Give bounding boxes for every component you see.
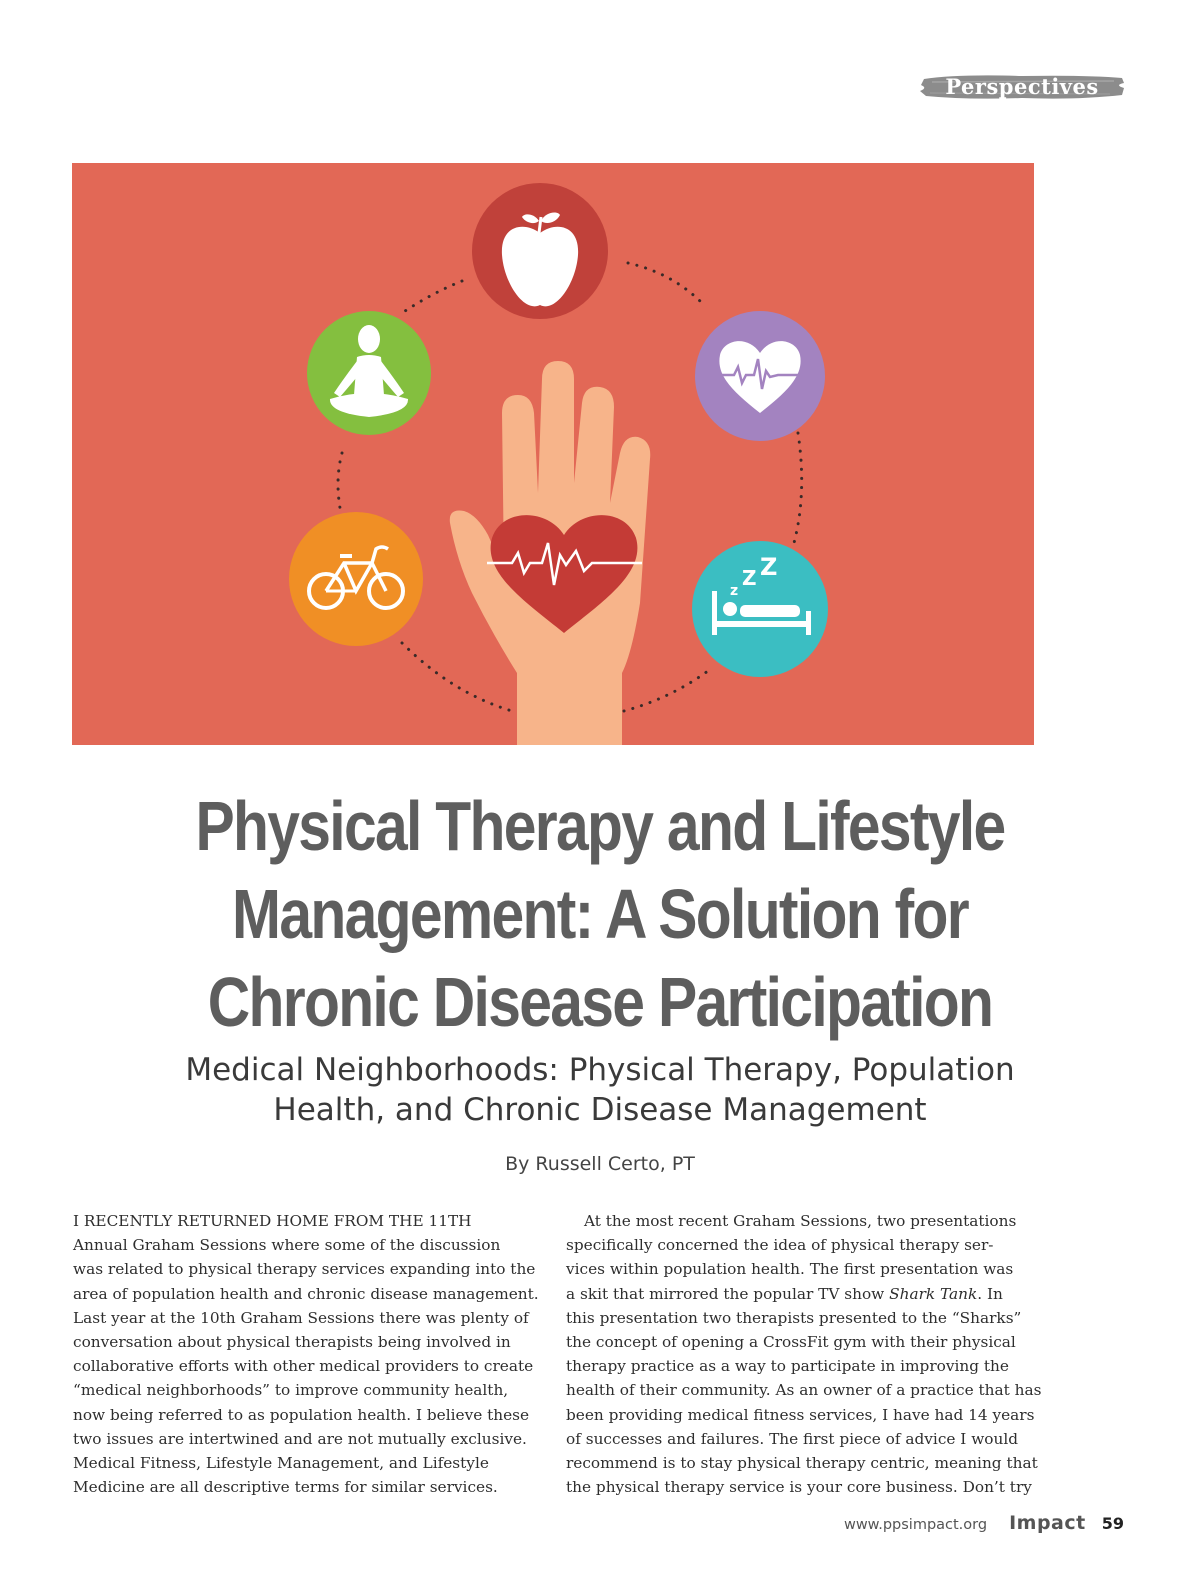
bicycle-icon: [289, 512, 423, 646]
body-column-left: [73, 1209, 545, 1499]
svg-text:Z: Z: [760, 553, 778, 581]
body-line: conversation about physical therapists being involved in: [73, 1333, 511, 1352]
svg-text:z: z: [730, 583, 739, 599]
subtitle-line-1: Medical Neighborhoods: Physical Therapy, Population: [185, 1052, 1015, 1088]
body-line: area of population health and chronic disease management.: [73, 1284, 539, 1303]
body-line: been providing medical fitness services, I have had 14 years: [566, 1405, 1035, 1424]
body-line: of successes and failures. The first piece of advice I would: [566, 1429, 1019, 1448]
article-title: [180, 782, 1020, 1046]
byline: By Russell Certo, PT: [505, 1153, 695, 1175]
body-line: Annual Graham Sessions where some of the discussion: [73, 1236, 501, 1255]
section-tab: [918, 73, 1126, 101]
body-line: [566, 1282, 1038, 1306]
article-subtitle: [100, 1050, 1100, 1130]
body-line: Medicine are all descriptive terms for similar services.: [73, 1478, 498, 1497]
body-line: Medical Fitness, Lifestyle Management, and Lifestyle: [73, 1454, 489, 1473]
body-line: vices within population health. The first presentation was: [566, 1260, 1014, 1279]
body-line: recommend is to stay physical therapy centric, meaning that: [566, 1454, 1038, 1473]
apple-icon: [472, 183, 608, 319]
tv-show-title: Shark Tank: [889, 1284, 978, 1303]
body-line: “medical neighborhoods” to improve community health,: [73, 1381, 509, 1400]
body-text: . In: [977, 1284, 1003, 1303]
body-line: the concept of opening a CrossFit gym with their physical: [566, 1333, 1016, 1352]
website-url: www.ppsimpact.org: [843, 1517, 988, 1533]
page-footer: [844, 1512, 1124, 1538]
body-line: specifically concerned the idea of physical therapy ser-: [566, 1236, 994, 1255]
heart-rate-icon: [695, 311, 825, 441]
title-line-2: Management: A Solution for: [232, 875, 968, 953]
body-line: the physical therapy service is your core business. Don’t try: [566, 1478, 1032, 1497]
body-line: two issues are intertwined and are not mutually exclusive.: [73, 1429, 527, 1448]
meditation-icon: [307, 311, 431, 435]
section-label: Perspectives: [945, 74, 1099, 99]
body-text: a skit that mirrored the popular TV show: [566, 1284, 890, 1303]
title-line-1: Physical Therapy and Lifestyle: [195, 787, 1005, 865]
body-line: Last year at the 10th Graham Sessions there was plenty of: [73, 1308, 529, 1327]
subtitle-line-2: Health, and Chronic Disease Management: [273, 1092, 927, 1128]
body-column-right: [566, 1209, 1042, 1499]
body-line: this presentation two therapists presented to the “Sharks”: [566, 1308, 1022, 1327]
title-line-3: Chronic Disease Participation: [207, 963, 993, 1041]
sleep-icon: [692, 541, 828, 677]
body-line: therapy practice as a way to participate in improving the: [566, 1357, 1009, 1376]
svg-text:Z: Z: [742, 566, 757, 590]
body-line: collaborative efforts with other medical providers to create: [73, 1357, 534, 1376]
magazine-name: Impact: [1009, 1512, 1086, 1534]
hero-illustration: [72, 163, 1034, 745]
body-line: I RECENTLY RETURNED HOME FROM THE 11TH: [73, 1212, 472, 1230]
body-line: health of their community. As an owner of a practice that has: [566, 1381, 1042, 1400]
body-line: At the most recent Graham Sessions, two presentations: [584, 1212, 1017, 1230]
page-number: 59: [1101, 1514, 1124, 1533]
body-line: was related to physical therapy services expanding into the: [73, 1260, 536, 1279]
body-line: now being referred to as population health. I believe these: [73, 1405, 530, 1424]
